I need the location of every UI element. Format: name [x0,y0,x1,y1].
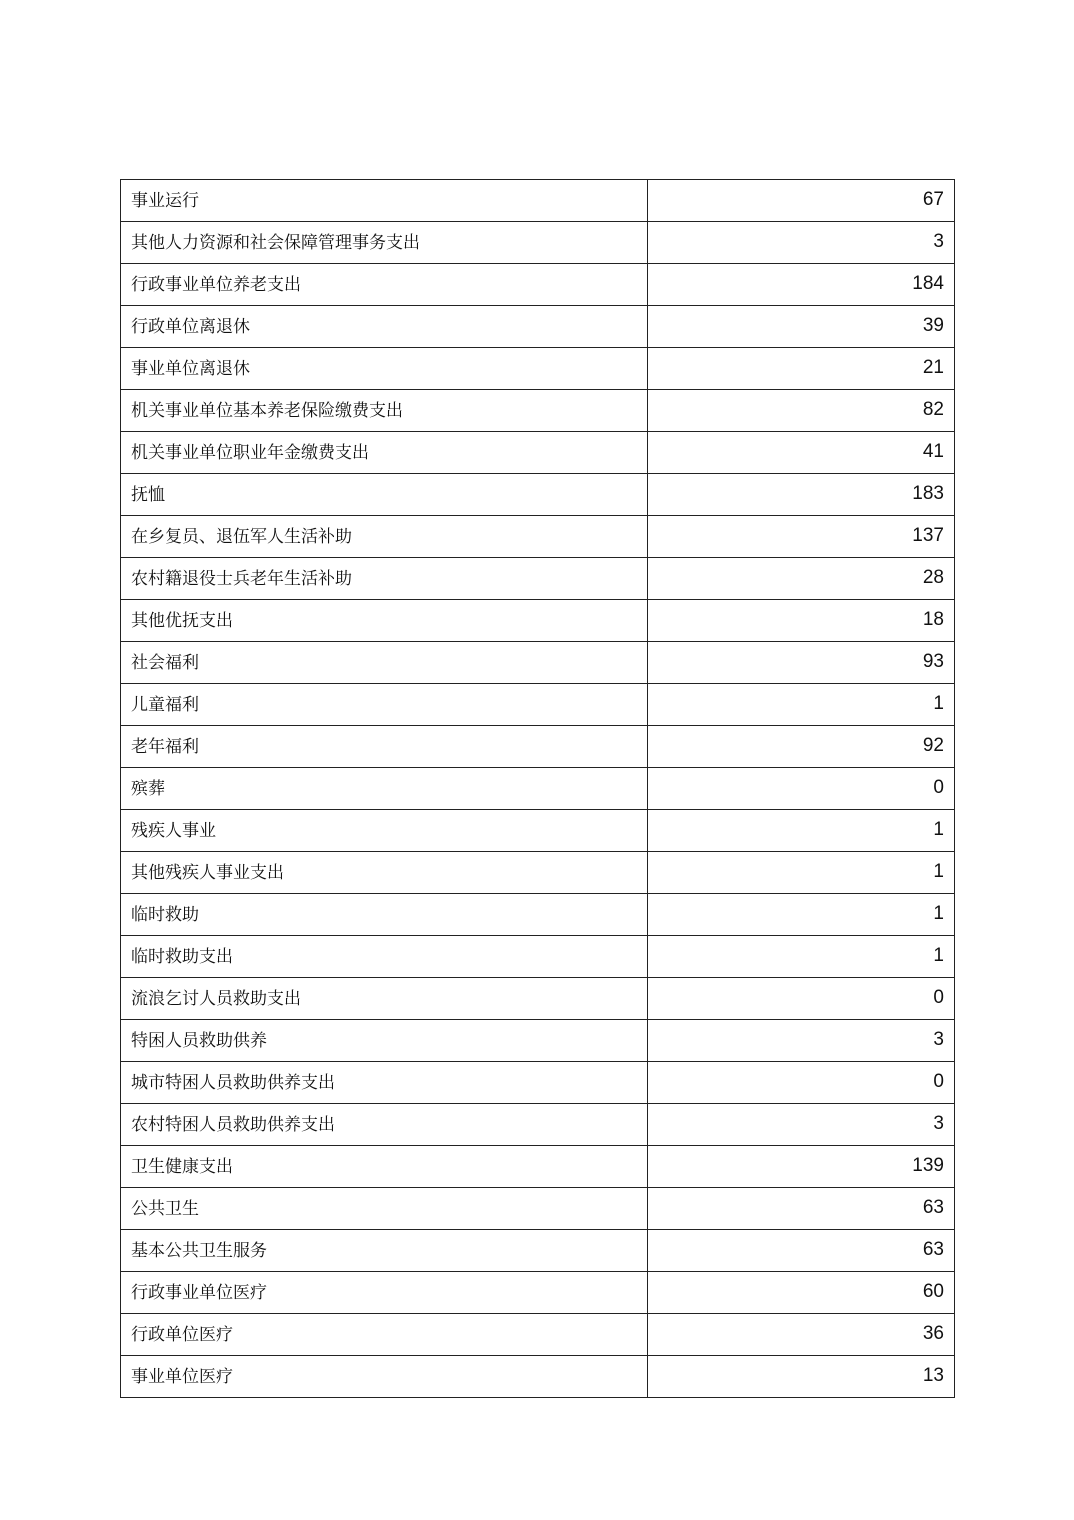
table-row [121,600,955,642]
table-row [121,474,955,516]
table-row [121,768,955,810]
table-row [121,180,955,222]
amount-cell: 0 [648,1062,955,1104]
table-row [121,432,955,474]
amount-cell: 1 [648,936,955,978]
item-name-cell: 机关事业单位基本养老保险缴费支出 [121,390,648,432]
amount-cell: 0 [648,768,955,810]
table-row [121,1314,955,1356]
table-row [121,1104,955,1146]
expenditure-table-body [121,180,955,1398]
item-name-cell: 行政单位医疗 [121,1314,648,1356]
amount-cell: 1 [648,810,955,852]
item-name-cell: 抚恤 [121,474,648,516]
amount-cell: 139 [648,1146,955,1188]
table-row [121,1272,955,1314]
item-name-cell: 事业单位医疗 [121,1356,648,1398]
amount-cell: 3 [648,222,955,264]
item-name-cell: 特困人员救助供养 [121,1020,648,1062]
item-name-cell: 事业运行 [121,180,648,222]
item-name-cell: 临时救助 [121,894,648,936]
item-name-cell: 农村籍退役士兵老年生活补助 [121,558,648,600]
amount-cell: 39 [648,306,955,348]
amount-cell: 1 [648,684,955,726]
table-row [121,1188,955,1230]
amount-cell: 1 [648,852,955,894]
amount-cell: 183 [648,474,955,516]
table-row [121,1020,955,1062]
amount-cell: 3 [648,1020,955,1062]
item-name-cell: 其他人力资源和社会保障管理事务支出 [121,222,648,264]
table-row [121,1356,955,1398]
table-row [121,1146,955,1188]
amount-cell: 60 [648,1272,955,1314]
item-name-cell: 临时救助支出 [121,936,648,978]
amount-cell: 41 [648,432,955,474]
item-name-cell: 公共卫生 [121,1188,648,1230]
item-name-cell: 儿童福利 [121,684,648,726]
table-row [121,978,955,1020]
item-name-cell: 卫生健康支出 [121,1146,648,1188]
item-name-cell: 在乡复员、退伍军人生活补助 [121,516,648,558]
amount-cell: 93 [648,642,955,684]
table-row [121,558,955,600]
table-row [121,516,955,558]
item-name-cell: 行政事业单位养老支出 [121,264,648,306]
table-row [121,684,955,726]
item-name-cell: 机关事业单位职业年金缴费支出 [121,432,648,474]
table-row [121,348,955,390]
table-row [121,810,955,852]
table-row [121,264,955,306]
item-name-cell: 社会福利 [121,642,648,684]
amount-cell: 3 [648,1104,955,1146]
table-row [121,894,955,936]
amount-cell: 13 [648,1356,955,1398]
amount-cell: 67 [648,180,955,222]
item-name-cell: 流浪乞讨人员救助支出 [121,978,648,1020]
table-row [121,222,955,264]
amount-cell: 92 [648,726,955,768]
amount-cell: 36 [648,1314,955,1356]
item-name-cell: 行政单位离退休 [121,306,648,348]
amount-cell: 137 [648,516,955,558]
amount-cell: 0 [648,978,955,1020]
table-row [121,306,955,348]
item-name-cell: 城市特困人员救助供养支出 [121,1062,648,1104]
amount-cell: 18 [648,600,955,642]
item-name-cell: 农村特困人员救助供养支出 [121,1104,648,1146]
table-row [121,390,955,432]
expenditure-table [120,179,955,1398]
item-name-cell: 其他优抚支出 [121,600,648,642]
amount-cell: 63 [648,1188,955,1230]
item-name-cell: 老年福利 [121,726,648,768]
item-name-cell: 事业单位离退休 [121,348,648,390]
item-name-cell: 残疾人事业 [121,810,648,852]
table-row [121,1230,955,1272]
item-name-cell: 殡葬 [121,768,648,810]
amount-cell: 63 [648,1230,955,1272]
amount-cell: 1 [648,894,955,936]
table-row [121,642,955,684]
item-name-cell: 基本公共卫生服务 [121,1230,648,1272]
amount-cell: 184 [648,264,955,306]
table-row [121,852,955,894]
table-row [121,936,955,978]
amount-cell: 28 [648,558,955,600]
table-row [121,1062,955,1104]
item-name-cell: 行政事业单位医疗 [121,1272,648,1314]
item-name-cell: 其他残疾人事业支出 [121,852,648,894]
table-row [121,726,955,768]
amount-cell: 21 [648,348,955,390]
amount-cell: 82 [648,390,955,432]
